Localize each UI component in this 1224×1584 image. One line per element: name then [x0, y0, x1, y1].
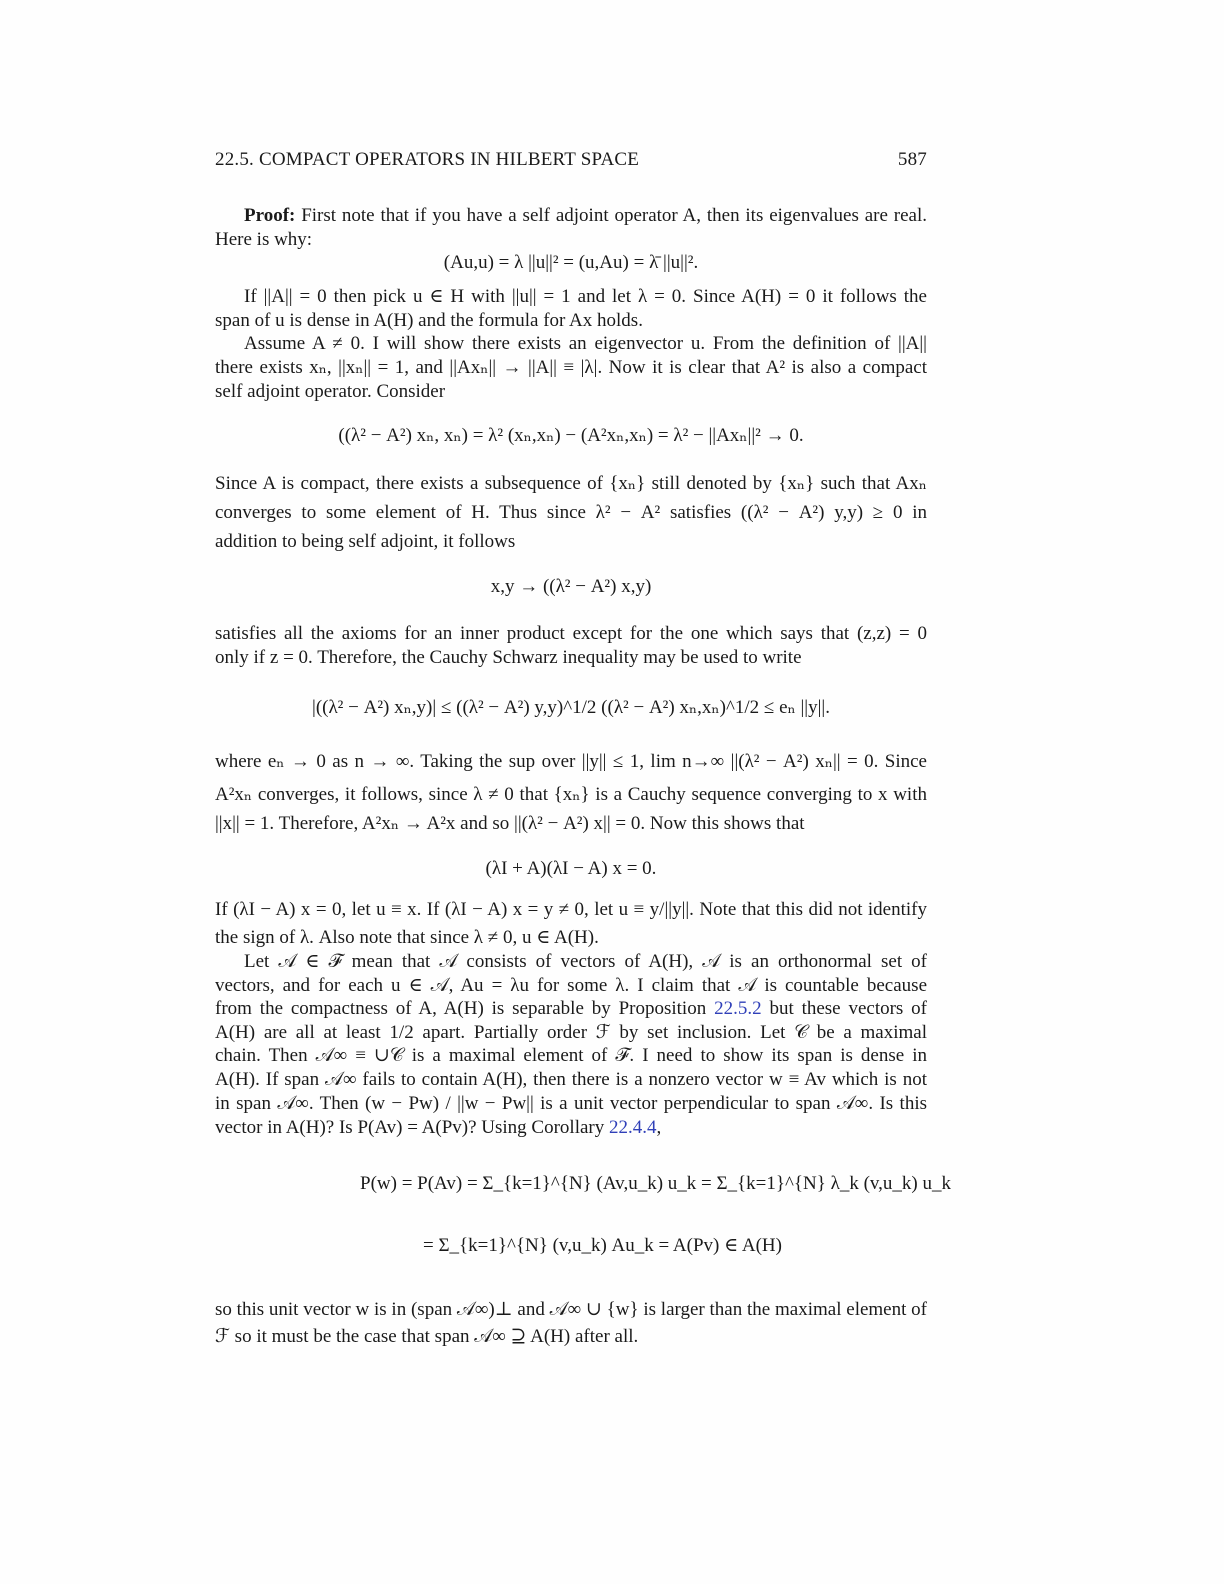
proposition-link[interactable]: 22.5.2	[714, 998, 762, 1019]
paragraph-sign-line-2: the sign of λ. Also note that since λ ≠ 0, u ∈ A(H).	[215, 927, 599, 948]
page-number: 587	[897, 149, 927, 170]
paragraph-assume-line-1: Assume A ≠ 0. I will show there exists an eigenvector u. From the definition of ||A||	[244, 333, 927, 354]
text-fragment: ,	[656, 1117, 662, 1138]
equation-consider: ((λ² − A²) xₙ, xₙ) = λ² (xₙ,xₙ) − (A²xₙ,xₙ) = λ² − ||Axₙ||² → 0.	[338, 425, 804, 446]
paragraph-assume-line-3: self adjoint operator. Consider	[215, 381, 446, 402]
paragraph-maximal-line-1: Let 𝒜 ∈ ℱ mean that 𝒜 consists of vectors of A(H), 𝒜 is an orthonormal set of	[244, 951, 927, 972]
paragraph-assume-line-2: there exists xₙ, ||xₙ|| = 1, and ||Axₙ|| → ||A|| ≡ |λ|. Now it is clear that A² is also a compact	[215, 357, 927, 378]
paragraph-compact-line-2: converges to some element of H. Thus since λ² − A² satisfies ((λ² − A²) y,y) ≥ 0 in	[215, 502, 927, 523]
paragraph-compact-line-3: addition to being self adjoint, it follows	[215, 531, 516, 552]
paragraph-maximal-line-6: A(H). If span 𝒜∞ fails to contain A(H), then there is a nonzero vector w ≡ Av which is not	[215, 1069, 927, 1090]
equation-projection-line-1: P(w) = P(Av) = Σ_{k=1}^{N} (Av,u_k) u_k = Σ_{k=1}^{N} λ_k (v,u_k) u_k	[360, 1173, 952, 1194]
paragraph-axioms-line-2: only if z = 0. Therefore, the Cauchy Schwarz inequality may be used to write	[215, 647, 802, 668]
running-header-section: 22.5. COMPACT OPERATORS IN HILBERT SPACE	[215, 149, 640, 170]
text-fragment: from the compactness of A, A(H) is separable by Proposition	[215, 998, 707, 1019]
paragraph-axioms-line-1: satisfies all the axioms for an inner product except for the one which says that (z,z) = 0	[215, 623, 927, 644]
paragraph-proof-line-1	[244, 204, 927, 228]
proof-label: Proof:	[244, 205, 296, 226]
equation-projection-line-2: = Σ_{k=1}^{N} (v,u_k) Au_k = A(Pv) ∈ A(H)	[423, 1235, 782, 1256]
text-fragment: vector in A(H)? Is P(Av) = A(Pv)? Using Corollary	[215, 1117, 605, 1138]
paragraph-maximal-line-8	[215, 1116, 927, 1140]
paragraph-maximal-line-7: in span 𝒜∞. Then (w − Pw) / ||w − Pw|| is a unit vector perpendicular to span 𝒜∞. Is this	[215, 1093, 927, 1114]
paragraph-sign-line-1: If (λI − A) x = 0, let u ≡ x. If (λI − A) x = y ≠ 0, let u ≡ y/||y||. Note that this did not identify	[215, 899, 927, 920]
text-fragment: but these vectors of	[769, 998, 928, 1019]
paragraph-conclusion-line-1: so this unit vector w is in (span 𝒜∞)⊥ and 𝒜∞ ∪ {w} is larger than the maximal element of	[215, 1299, 927, 1320]
paragraph-sup-line-3: ||x|| = 1. Therefore, A²xₙ → A²x and so ||(λ² − A²) x|| = 0. Now this shows that	[215, 813, 805, 834]
equation-eigen-product: (λI + A)(λI − A) x = 0.	[485, 858, 657, 879]
equation-cauchy-schwarz: |((λ² − A²) xₙ,y)| ≤ ((λ² − A²) y,y)^1/2 ((λ² − A²) xₙ,xₙ)^1/2 ≤ eₙ ||y||.	[312, 697, 830, 718]
paragraph-proof-line-2: Here is why:	[215, 229, 313, 250]
proof-text: First note that if you have a self adjoint operator A, then its eigenvalues are real.	[301, 205, 927, 226]
corollary-link[interactable]: 22.4.4	[609, 1117, 657, 1138]
equation-eigenvalues-real: (Au,u) = λ ||u||² = (u,Au) = λ̄ ||u||².	[443, 252, 699, 273]
equation-inner-product-map: x,y → ((λ² − A²) x,y)	[490, 576, 652, 597]
paragraph-zero-case-line-2: span of u is dense in A(H) and the formula for Ax holds.	[215, 310, 643, 331]
paragraph-maximal-line-2: vectors, and for each u ∈ 𝒜, Au = λu for some λ. I claim that 𝒜 is countable because	[215, 975, 927, 996]
paragraph-conclusion-line-2: ℱ so it must be the case that span 𝒜∞ ⊇ A(H) after all.	[215, 1326, 639, 1347]
paragraph-zero-case-line-1: If ||A|| = 0 then pick u ∈ H with ||u|| = 1 and let λ = 0. Since A(H) = 0 it follows the	[244, 286, 927, 307]
paragraph-maximal-line-3	[215, 997, 927, 1021]
paragraph-compact-line-1: Since A is compact, there exists a subsequence of {xₙ} still denoted by {xₙ} such that Axₙ	[215, 473, 927, 494]
paragraph-maximal-line-4: A(H) are all at least 1/2 apart. Partially order ℱ by set inclusion. Let 𝒞 be a maximal	[215, 1022, 927, 1043]
paragraph-sup-line-2: A²xₙ converges, it follows, since λ ≠ 0 that {xₙ} is a Cauchy sequence converging to x with	[215, 784, 927, 805]
paragraph-maximal-line-5: chain. Then 𝒜∞ ≡ ∪𝒞 is a maximal element of ℱ. I need to show its span is dense in	[215, 1045, 927, 1066]
paragraph-sup-line-1: where eₙ → 0 as n → ∞. Taking the sup over ||y|| ≤ 1, lim n→∞ ||(λ² − A²) xₙ|| = 0. Since	[215, 751, 927, 772]
